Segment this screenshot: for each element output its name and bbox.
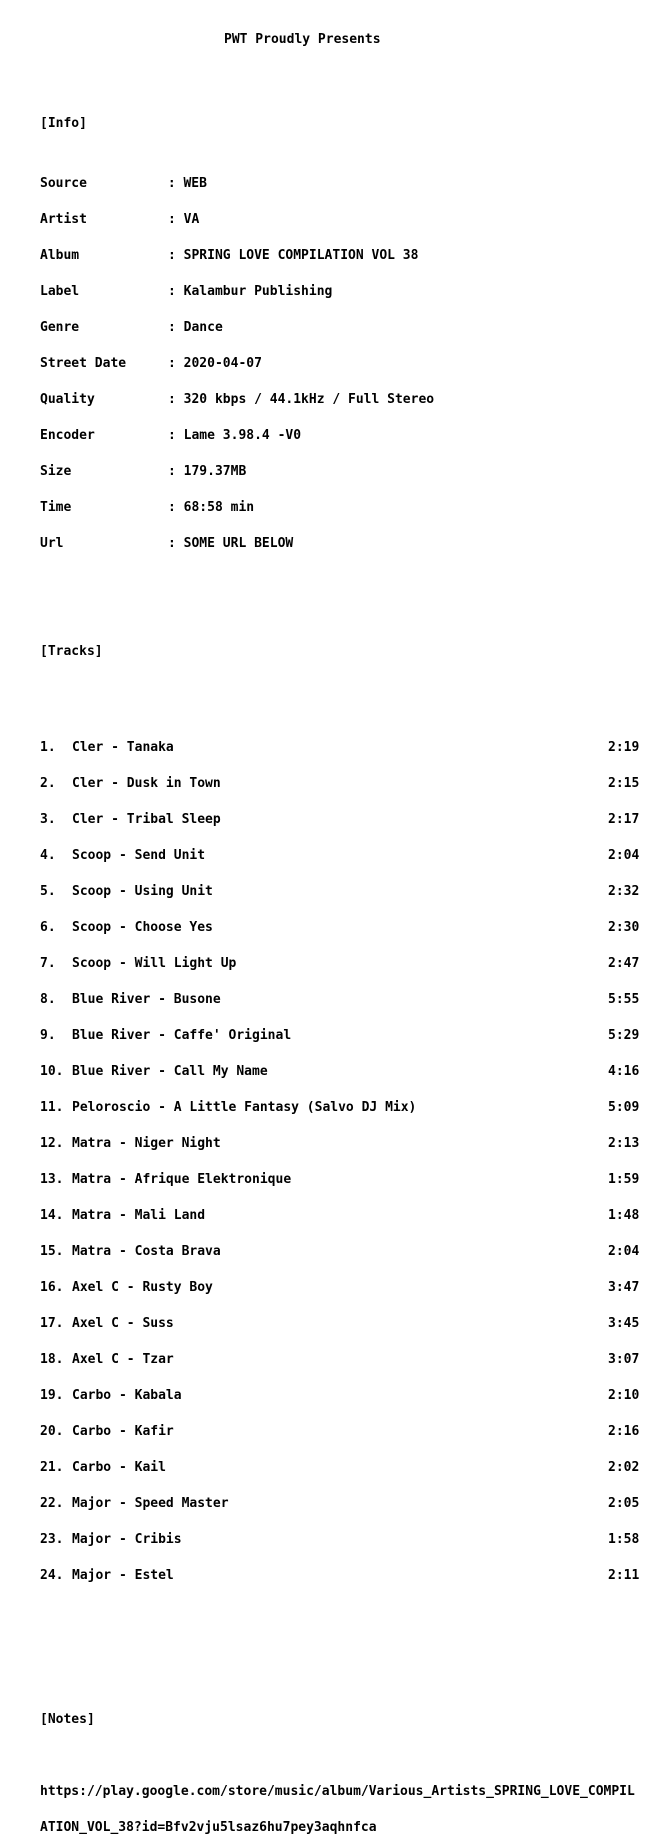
track-length: 3:07	[608, 1352, 640, 1367]
info-value: 320 kbps / 44.1kHz / Full Stereo	[183, 392, 435, 407]
info-sep: :	[168, 464, 184, 479]
track-length: 2:05	[608, 1496, 640, 1511]
track-row	[40, 1282, 639, 1294]
info-row	[40, 430, 639, 442]
info-value: 179.37MB	[183, 464, 247, 479]
track-length: 2:30	[608, 920, 640, 935]
track-title: Axel C - Rusty Boy	[72, 1280, 213, 1295]
track-length: 3:47	[608, 1280, 640, 1295]
track-number: 5.	[40, 884, 56, 899]
track-number: 23.	[40, 1532, 64, 1547]
track-number: 12.	[40, 1136, 64, 1151]
track-row	[40, 922, 639, 934]
notes-url-line: https://play.google.com/store/music/album/Various_Artists_SPRING_LOVE_COMPIL	[40, 1784, 635, 1799]
track-title: Cler - Tribal Sleep	[72, 812, 221, 827]
track-row	[40, 1354, 639, 1366]
info-sep: :	[168, 356, 184, 371]
track-row	[40, 1318, 639, 1330]
track-title: Cler - Dusk in Town	[72, 776, 221, 791]
track-row	[40, 1570, 639, 1582]
track-list	[40, 718, 639, 1606]
info-value: SPRING LOVE COMPILATION VOL 38	[183, 248, 419, 263]
track-length: 1:59	[608, 1172, 640, 1187]
track-row	[40, 1102, 639, 1114]
info-key: Album	[40, 248, 80, 263]
info-row	[40, 178, 639, 190]
track-number: 22.	[40, 1496, 64, 1511]
track-title: Carbo - Kabala	[72, 1388, 182, 1403]
track-number: 21.	[40, 1460, 64, 1475]
info-row	[40, 286, 639, 298]
track-title: Blue River - Caffe' Original	[72, 1028, 292, 1043]
info-value: Lame 3.98.4 -V0	[183, 428, 302, 443]
track-title: Matra - Mali Land	[72, 1208, 206, 1223]
info-value: SOME URL BELOW	[183, 536, 294, 551]
track-row	[40, 1462, 639, 1474]
track-length: 2:11	[608, 1568, 640, 1583]
info-key: Size	[40, 464, 72, 479]
track-number: 4.	[40, 848, 56, 863]
info-key: Encoder	[40, 428, 95, 443]
info-sep: :	[168, 320, 184, 335]
track-number: 11.	[40, 1100, 64, 1115]
info-key: Url	[40, 536, 64, 551]
release-header: PWT Proudly Presents	[224, 32, 381, 47]
track-length: 3:45	[608, 1316, 640, 1331]
info-key: Time	[40, 500, 72, 515]
info-sep: :	[168, 212, 184, 227]
track-number: 3.	[40, 812, 56, 827]
track-number: 6.	[40, 920, 56, 935]
track-row	[40, 1390, 639, 1402]
track-number: 24.	[40, 1568, 64, 1583]
info-sep: :	[168, 500, 184, 515]
track-row	[40, 742, 639, 754]
track-number: 8.	[40, 992, 56, 1007]
tracks-section-title: [Tracks]	[40, 644, 103, 659]
track-title: Axel C - Suss	[72, 1316, 174, 1331]
track-length: 2:15	[608, 776, 640, 791]
info-value: Dance	[183, 320, 223, 335]
track-number: 1.	[40, 740, 56, 755]
info-value: VA	[183, 212, 200, 227]
track-title: Cler - Tanaka	[72, 740, 174, 755]
info-sep: :	[168, 536, 184, 551]
info-value: 2020-04-07	[183, 356, 262, 371]
track-number: 13.	[40, 1172, 64, 1187]
track-title: Matra - Niger Night	[72, 1136, 221, 1151]
info-row	[40, 466, 639, 478]
track-row	[40, 850, 639, 862]
info-row	[40, 394, 639, 406]
info-row	[40, 538, 639, 550]
track-number: 20.	[40, 1424, 64, 1439]
track-length: 4:16	[608, 1064, 640, 1079]
info-sep: :	[168, 392, 184, 407]
notes-url-line: ATION_VOL_38?id=Bfv2vju5lsaz6hu7pey3aqhnfca	[40, 1820, 377, 1835]
track-title: Major - Estel	[72, 1568, 174, 1583]
track-row	[40, 1066, 639, 1078]
info-row	[40, 214, 639, 226]
track-title: Matra - Afrique Elektronique	[72, 1172, 292, 1187]
track-row	[40, 958, 639, 970]
track-length: 2:02	[608, 1460, 640, 1475]
track-title: Blue River - Call My Name	[72, 1064, 268, 1079]
info-sep: :	[168, 284, 184, 299]
info-key: Street Date	[40, 356, 127, 371]
info-row	[40, 322, 639, 334]
info-section-title: [Info]	[40, 116, 87, 131]
track-length: 2:10	[608, 1388, 640, 1403]
track-row	[40, 1426, 639, 1438]
track-row	[40, 778, 639, 790]
track-number: 7.	[40, 956, 56, 971]
track-row	[40, 1138, 639, 1150]
track-row	[40, 1174, 639, 1186]
track-length: 5:55	[608, 992, 640, 1007]
info-row	[40, 358, 639, 370]
track-title: Carbo - Kafir	[72, 1424, 174, 1439]
info-sep: :	[168, 248, 184, 263]
info-key: Label	[40, 284, 80, 299]
track-row	[40, 1534, 639, 1546]
track-number: 2.	[40, 776, 56, 791]
track-number: 10.	[40, 1064, 64, 1079]
track-length: 1:48	[608, 1208, 640, 1223]
info-key: Artist	[40, 212, 87, 227]
track-title: Scoop - Will Light Up	[72, 956, 237, 971]
track-length: 5:09	[608, 1100, 640, 1115]
track-row	[40, 1030, 639, 1042]
track-title: Major - Cribis	[72, 1532, 182, 1547]
track-number: 14.	[40, 1208, 64, 1223]
notes-section-title: [Notes]	[40, 1712, 95, 1727]
track-title: Blue River - Busone	[72, 992, 221, 1007]
track-row	[40, 1210, 639, 1222]
track-length: 2:19	[608, 740, 640, 755]
track-title: Scoop - Choose Yes	[72, 920, 213, 935]
track-length: 1:58	[608, 1532, 640, 1547]
track-title: Major - Speed Master	[72, 1496, 229, 1511]
info-value: 68:58 min	[183, 500, 255, 515]
track-length: 2:32	[608, 884, 640, 899]
info-key: Quality	[40, 392, 95, 407]
info-sep: :	[168, 428, 184, 443]
track-number: 16.	[40, 1280, 64, 1295]
track-row	[40, 1246, 639, 1258]
track-number: 15.	[40, 1244, 64, 1259]
info-key: Source	[40, 176, 87, 191]
info-key: Genre	[40, 320, 80, 335]
track-title: Scoop - Using Unit	[72, 884, 213, 899]
track-length: 2:47	[608, 956, 640, 971]
track-length: 2:17	[608, 812, 640, 827]
info-sep: :	[160, 176, 184, 191]
nfo-document	[40, 10, 639, 1846]
track-row	[40, 1498, 639, 1510]
track-title: Carbo - Kail	[72, 1460, 166, 1475]
info-list	[40, 154, 639, 574]
track-row	[40, 886, 639, 898]
info-row	[40, 502, 639, 514]
info-value: WEB	[183, 176, 207, 191]
track-title: Scoop - Send Unit	[72, 848, 206, 863]
track-length: 2:04	[608, 1244, 640, 1259]
track-length: 2:04	[608, 848, 640, 863]
track-number: 18.	[40, 1352, 64, 1367]
info-value: Kalambur Publishing	[183, 284, 333, 299]
track-length: 5:29	[608, 1028, 640, 1043]
track-title: Axel C - Tzar	[72, 1352, 174, 1367]
track-number: 19.	[40, 1388, 64, 1403]
track-number: 17.	[40, 1316, 64, 1331]
track-length: 2:13	[608, 1136, 640, 1151]
track-title: Matra - Costa Brava	[72, 1244, 221, 1259]
info-row	[40, 250, 639, 262]
track-row	[40, 814, 639, 826]
track-number: 9.	[40, 1028, 56, 1043]
track-title: Peloroscio - A Little Fantasy (Salvo DJ Mix)	[72, 1100, 417, 1115]
track-row	[40, 994, 639, 1006]
track-length: 2:16	[608, 1424, 640, 1439]
